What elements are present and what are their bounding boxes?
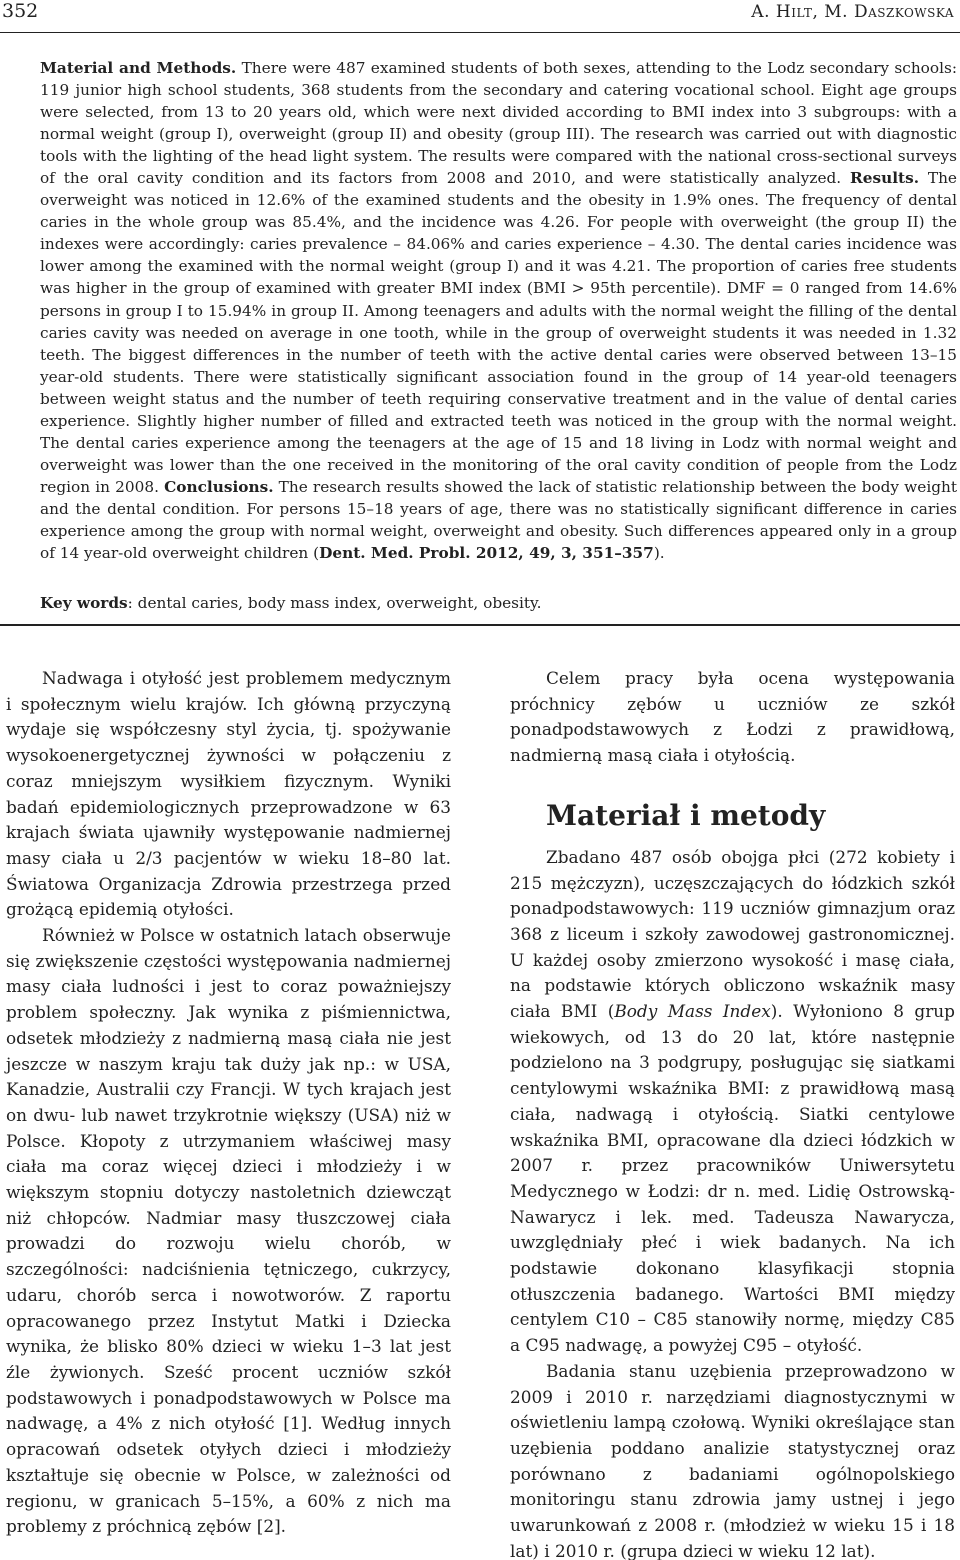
running-head-authors: A. Hilt, M. Daszkowska: [751, 2, 954, 22]
right-column: [510, 666, 955, 1560]
results-text: The overweight was noticed in 12.6% of the examined students and the obesity in 1.9% ones. The frequency of dental caries in the whole group was 85.4%, and the incidence was 4.26. For people with overweight (the group II) the indexes were accordingly: caries prevalence – 84.06% and caries experience – 4.30. The dental caries incidence was lower among the examined with the normal weight (group I) and it was 4.21. The proportion of caries free students was higher in the group of examined with greater BMI index (BMI > 95th percentile). DMF = 0 ranged from 14.6% persons in group I to 15.94% in group II. Among teenagers and adults with the normal weight the filling of the dental caries cavity was needed on average in one tooth, while in the group of overweight students it was needed in 1.32 teeth. The biggest differences in the number of teeth with the active dental caries were observed between 13–15 year-old students. There were statistically significant association found in the group of 14 year-old teenagers between weight status and the number of teeth requiring conservative treatment and in the value of dental caries experience. Slightly higher number of filled and extracted teeth was noticed in the group with the normal weight. The dental caries experience among the teenagers at the age of 15 and 18 living in Lodz with normal weight and overweight was lower than the one received in the monitoring of the oral cavity condition of people from the Lodz region in 2008.: [40, 169, 957, 496]
left-column: [6, 666, 451, 1540]
keywords: [40, 592, 957, 614]
abstract-divider: [0, 624, 960, 626]
citation: Dent. Med. Probl. 2012, 49, 3, 351–357: [319, 544, 654, 563]
bmi-term: Body Mass Index: [614, 1001, 771, 1022]
results-label: Results.: [850, 169, 920, 188]
header-divider: [0, 32, 960, 33]
methods-paragraph-1-a: Zbadano 487 osób obojga płci (272 kobiety i 215 mężczyzn), uczęszczających do łódzkich szkół ponadpodstawowych: 119 uczniów gimnazjum oraz 368 z liceum i szkoły zawodowej gastronomicznej. U każdej osoby zmierzono wysokość i masę ciała, na podstawie których obliczono wskaźnik masy ciała BMI (: [510, 846, 955, 1022]
conclusions-label: Conclusions.: [164, 477, 274, 496]
abstract: [40, 57, 957, 564]
methods-paragraph-1-b: ). Wyłoniono 8 grup wiekowych, od 13 do 20 lat, które następnie podzielono na 3 podgrupy, posługując się siatkami centylowymi wskaźnika BMI: z prawidłową masą ciała, nadwagą i otyłością. Siatki centylowe wskaźnika BMI, opracowane dla dzieci łódzkich w 2007 r. przez pracowników Uniwersytetu Medycznego w Łodzi: dr n. med. Lidię Ostrowską-Nawarycz i lek. med. Tadeusza Nawarycza, uwzględniały płeć i wiek badanych. Na ich podstawie dokonano klasyfikacji stopnia otłuszczenia badanego. Wartości BMI między centylem C10 – C85 stanowiły normę, między C85 a C95 nadwagę, a powyżej C95 – otyłość.: [510, 1001, 955, 1356]
page-number: 352: [2, 0, 39, 22]
intro-paragraph-2: Również w Polsce w ostatnich latach obserwuje się zwiększenie częstości występowania nadmiernej masy ciała ludności i jest to coraz poważniejszy problem społeczny. Jak wynika z piśmiennictwa, odsetek młodzieży z nadmierną masą ciała nie jest jeszcze w naszym kraju tak duży jak np.: w USA, Kanadzie, Australii czy Francji. W tych krajach jest on dwu- lub nawet trzykrotnie większy (USA) niż w Polsce. Kłopoty z utrzymaniem właściwej masy ciała ma coraz więcej dzieci i młodzieży i w większym stopniu dotyczy nastoletnich dziewcząt niż chłopców. Nadmiar masy tłuszczowej ciała prowadzi do rozwoju wielu chorób, w szczególności: nadciśnienia tętniczego, cukrzycy, udaru, chorób serca i nowotworów. Z raportu opracowanego przez Instytut Matki i Dziecka wynika, że blisko 80% dzieci w wieku 1–3 lat jest źle żywionych. Sześć procent uczniów szkół podstawowych i ponadpodstawowych w Polsce ma nadwagę, a 4% z nich otyłość [1]. Według innych opracowań odsetek otyłych dzieci i młodzieży kształtuje się obecnie w Polsce, w zależności od regionu, w granicach 5–15%, a 60% z nich ma problemy z próchnicą zębów [2].: [6, 925, 451, 1537]
citation-end: ).: [653, 544, 665, 563]
methods-paragraph-2: Badania stanu uzębienia przeprowadzono w 2009 i 2010 r. narzędziami diagnostycznymi w oświetleniu lampą czołową. Wyniki określające stan uzębienia poddano analizie statystycznej oraz porównano z badaniami ogólnopolskiego monitoringu stanu zdrowia jamy ustnej i jego uwarunkowań z 2008 r. (młodzież w wieku 15 i 18 lat) i 2010 r. (grupa dzieci w wieku 12 lat).: [510, 1360, 955, 1560]
page-header: [0, 0, 960, 32]
intro-paragraph-1: Nadwaga i otyłość jest problemem medycznym i społecznym wielu krajów. Ich główną przyczyną wydaje się współczesny styl życia, tj. spożywanie wysokoenergetycznej żywności w połączeniu z coraz mniejszym wysiłkiem fizycznym. Wyniki badań epidemiologicznych przeprowadzone w 63 krajach świata ujawniły występowanie nadmiernej masy ciała u 2/3 pacjentów w wieku 18–80 lat. Światowa Organizacja Zdrowia przestrzega przed grożącą epidemią otyłości.: [6, 668, 451, 920]
methods-text: There were 487 examined students of both sexes, attending to the Lodz secondary schools: 119 junior high school students, 368 students from the secondary and catering vocational school. Eight age groups were selected, from 13 to 20 years old, which were next divided according to BMI index into 3 subgroups: with a normal weight (group I), overweight (group II) and obesity (group III). The research was carried out with diagnostic tools with the lighting of the head light system. The results were compared with the national cross-sectional surveys of the oral cavity condition and its factors from 2008 and 2010, and were statistically analyzed.: [40, 59, 957, 188]
keywords-text: : dental caries, body mass index, overweight, obesity.: [127, 594, 542, 612]
keywords-label: Key words: [40, 594, 128, 612]
methods-label: Material and Methods.: [40, 59, 237, 77]
conclusions-text: The research results showed the lack of statistic relationship between the body weight and the dental condition. For persons 15–18 years of age, there was no statistically significant difference in caries experience among the group with normal weight, overweight and obesity. Such differences appeared only in a group of 14 year-old overweight children (: [40, 477, 958, 563]
methods-paragraph-1: [510, 845, 955, 1359]
section-heading-methods: Materiał i metody: [546, 798, 826, 832]
aim-paragraph: Celem pracy była ocena występowania próchnicy zębów u uczniów ze szkół ponadpodstawowych z Łodzi z prawidłową, nadmierną masą ciała i otyłością.: [510, 668, 955, 766]
abstract-paragraph: [40, 57, 957, 564]
